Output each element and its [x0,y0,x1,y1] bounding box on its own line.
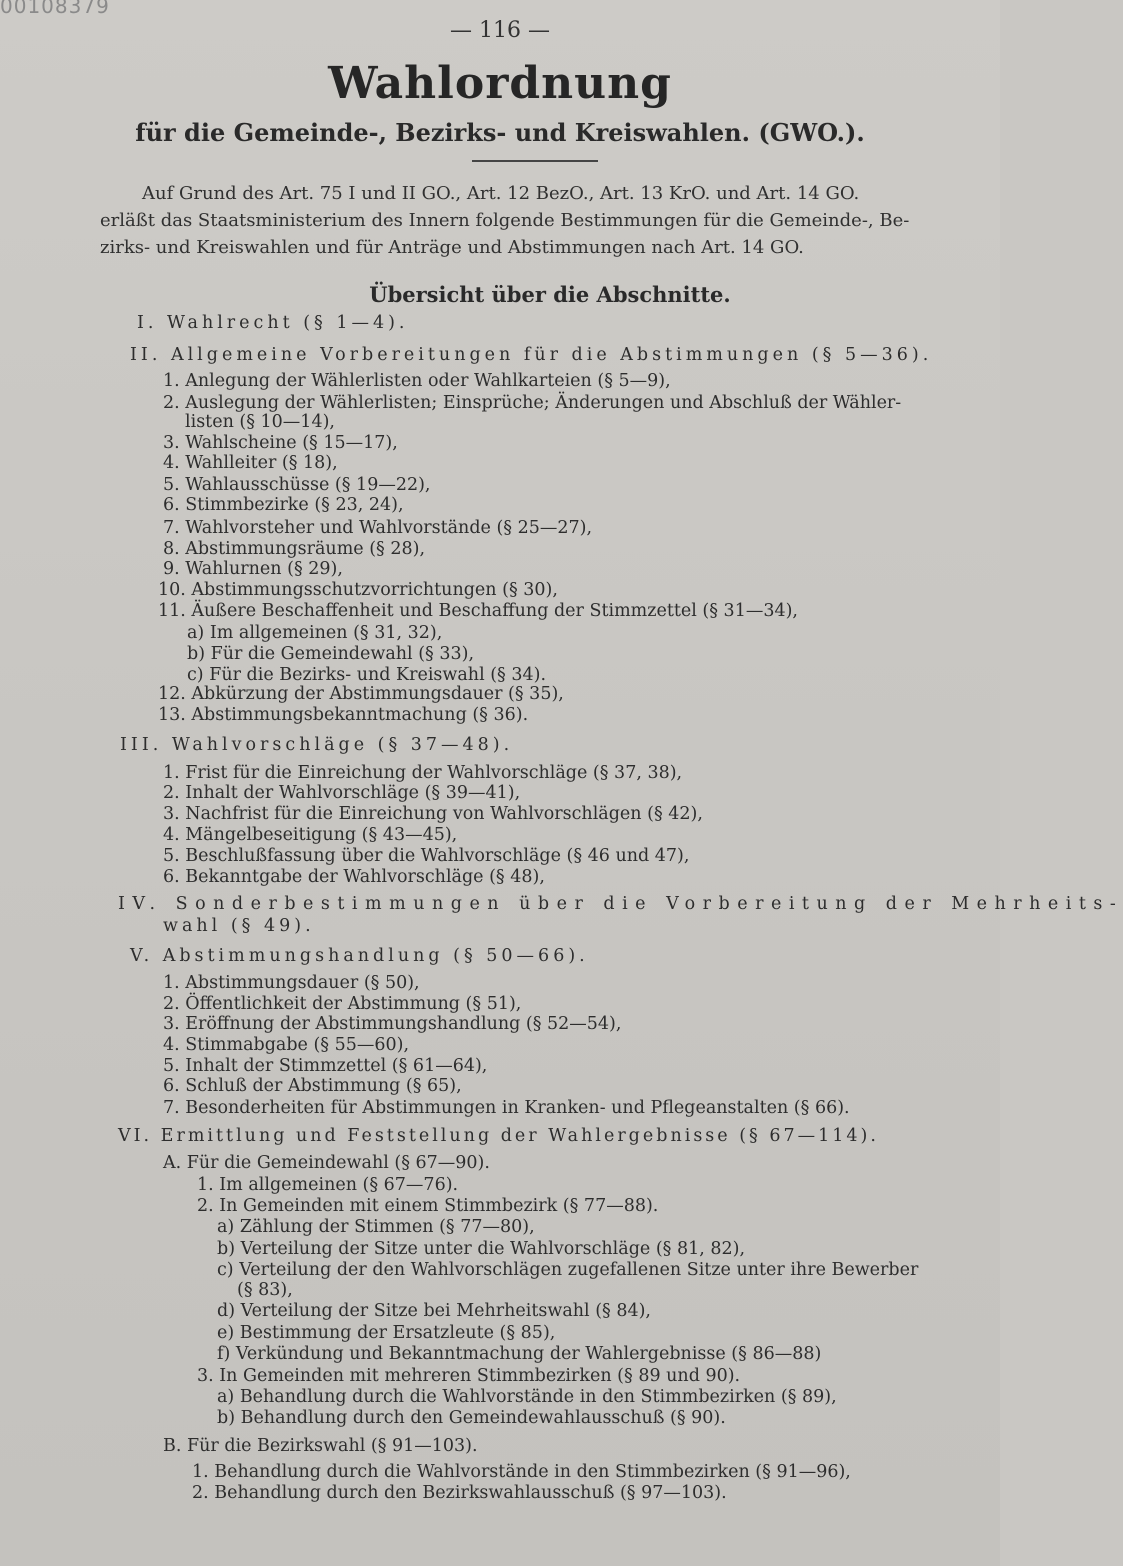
intro-paragraph [100,180,975,261]
intro-line: erläßt das Staatsministerium des Innern folgende Bestimmungen für die Gemeinde-, Be- [100,210,910,231]
toc-item: 5. Inhalt der Stimmzettel (§ 61—64), [163,1056,488,1076]
toc-subitem: b) Verteilung der Sitze unter die Wahlvorschläge (§ 81, 82), [217,1239,746,1259]
toc-heading: Übersicht über die Abschnitte. [369,282,731,307]
toc-item: 3. Nachfrist für die Einreichung von Wahlvorschlägen (§ 42), [163,804,703,824]
toc-item: 7. Besonderheiten für Abstimmungen in Kranken- und Pflegeanstalten (§ 66). [163,1098,850,1118]
toc-item: 4. Mängelbeseitigung (§ 43—45), [163,825,458,845]
toc-subitem: b) Für die Gemeindewahl (§ 33), [187,644,475,664]
document-subtitle: für die Gemeinde-, Bezirks- und Kreiswahlen. (GWO.). [135,118,865,147]
toc-item: 2. Öffentlichkeit der Abstimmung (§ 51), [163,994,522,1014]
toc-item: 13. Abstimmungsbekanntmachung (§ 36). [158,705,529,725]
toc-item: 4. Stimmabgabe (§ 55—60), [163,1035,410,1055]
toc-subitem: c) Verteilung der den Wahlvorschlägen zugefallenen Sitze unter ihre Bewerber [217,1260,919,1280]
intro-line: Auf Grund des Art. 75 I und II GO., Art. 12 BezO., Art. 13 KrO. und Art. 14 GO. [142,183,860,204]
archive-stamp: 00108379 [0,0,110,18]
toc-item: 8. Abstimmungsräume (§ 28), [163,539,426,559]
toc-item: 2. In Gemeinden mit einem Stimmbezirk (§ 77—88). [197,1196,659,1216]
toc-section: III. Wahlvorschläge (§ 37—48). [120,735,514,755]
toc-subitem: c) Für die Bezirks- und Kreiswahl (§ 34). [187,665,547,685]
page-number: — 116 — [450,18,550,43]
toc-item: 1. Anlegung der Wählerlisten oder Wahlkarteien (§ 5—9), [163,371,671,391]
toc-item: 9. Wahlurnen (§ 29), [163,559,343,579]
toc-subitem: e) Bestimmung der Ersatzleute (§ 85), [217,1323,556,1343]
toc-item: 1. Abstimmungsdauer (§ 50), [163,973,420,993]
toc-subitem-continued: (§ 83), [237,1280,293,1300]
toc-item-continued: listen (§ 10—14), [185,412,335,432]
toc-subitem: a) Zählung der Stimmen (§ 77—80), [217,1217,535,1237]
toc-item: 3. Eröffnung der Abstimmungshandlung (§ 52—54), [163,1014,622,1034]
toc-item: 2. Inhalt der Wahlvorschläge (§ 39—41), [163,783,521,803]
toc-section: IV. Sonderbestimmungen über die Vorbereitung der Mehrheits- [118,894,1123,914]
toc-item: 5. Beschlußfassung über die Wahlvorschläge (§ 46 und 47), [163,846,690,866]
toc-section: I. Wahlrecht (§ 1—4). [137,313,409,333]
document-title: Wahlordnung [328,58,672,109]
toc-subsection: B. Für die Bezirkswahl (§ 91—103). [163,1436,478,1456]
toc-item: 3. Wahlscheine (§ 15—17), [163,433,398,453]
toc-item: 1. Behandlung durch die Wahlvorstände in den Stimmbezirken (§ 91—96), [192,1462,851,1482]
toc-item: 6. Schluß der Abstimmung (§ 65), [163,1076,462,1096]
toc-item: 10. Abstimmungsschutzvorrichtungen (§ 30), [158,580,558,600]
toc-subitem: a) Im allgemeinen (§ 31, 32), [187,623,443,643]
toc-section: II. Allgemeine Vorbereitungen für die Abstimmungen (§ 5—36). [130,345,933,365]
toc-section: VI. Ermittlung und Feststellung der Wahlergebnisse (§ 67—114). [118,1126,879,1146]
toc-item: 2. Behandlung durch den Bezirkswahlausschuß (§ 97—103). [192,1483,727,1503]
toc-item: 7. Wahlvorsteher und Wahlvorstände (§ 25—27), [163,518,593,538]
toc-section-continued: wahl (§ 49). [163,916,315,936]
toc-item: 2. Auslegung der Wählerlisten; Einsprüche; Änderungen und Abschluß der Wähler- [163,393,902,413]
toc-subitem: d) Verteilung der Sitze bei Mehrheitswahl (§ 84), [217,1301,651,1321]
toc-item: 12. Abkürzung der Abstimmungsdauer (§ 35), [158,684,564,704]
toc-item: 1. Frist für die Einreichung der Wahlvorschläge (§ 37, 38), [163,763,683,783]
toc-subsection: A. Für die Gemeindewahl (§ 67—90). [163,1153,490,1173]
toc-subitem: f) Verkündung und Bekanntmachung der Wahlergebnisse (§ 86—88) [217,1344,822,1364]
toc-subitem: b) Behandlung durch den Gemeindewahlausschuß (§ 90). [217,1408,726,1428]
toc-item: 3. In Gemeinden mit mehreren Stimmbezirken (§ 89 und 90). [197,1366,741,1386]
toc-item: 5. Wahlausschüsse (§ 19—22), [163,475,431,495]
toc-item: 6. Bekanntgabe der Wahlvorschläge (§ 48), [163,867,545,887]
toc-item: 4. Wahlleiter (§ 18), [163,453,338,473]
intro-line: zirks- und Kreiswahlen und für Anträge und Abstimmungen nach Art. 14 GO. [100,237,804,258]
toc-item: 11. Äußere Beschaffenheit und Beschaffung der Stimmzettel (§ 31—34), [158,601,798,621]
toc-item: 1. Im allgemeinen (§ 67—76). [197,1175,459,1195]
toc-section: V. Abstimmungshandlung (§ 50—66). [130,946,589,966]
title-divider [472,160,598,162]
toc-item: 6. Stimmbezirke (§ 23, 24), [163,495,404,515]
toc-subitem: a) Behandlung durch die Wahlvorstände in den Stimmbezirken (§ 89), [217,1387,837,1407]
